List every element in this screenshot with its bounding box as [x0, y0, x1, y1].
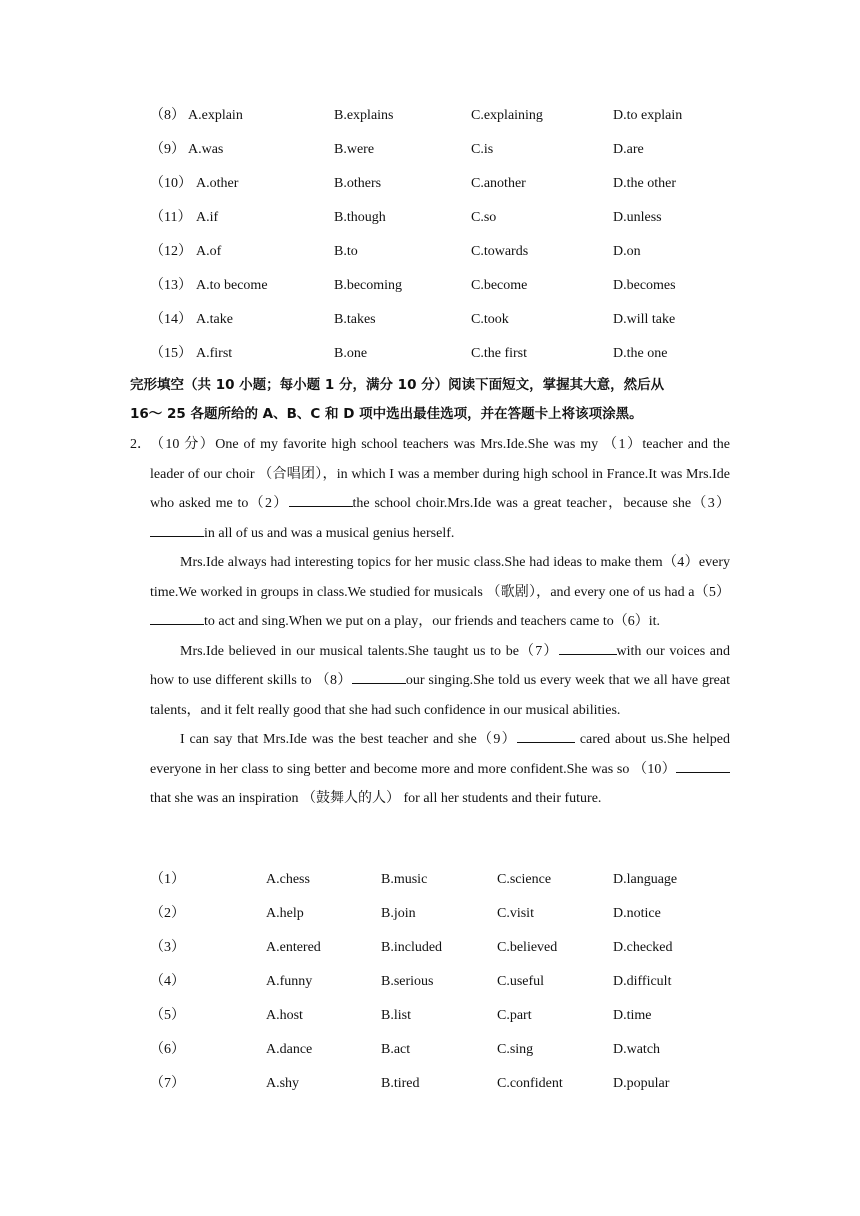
option-a: A.explain [188, 108, 243, 123]
option-row [150, 242, 750, 262]
option-c: C.towards [471, 244, 529, 259]
option-c: C.confident [497, 1076, 563, 1091]
answer-blank [559, 640, 617, 655]
option-row [150, 1006, 750, 1026]
question-number: （5） [150, 1008, 185, 1023]
option-d: D.popular [613, 1076, 670, 1091]
option-d: D.becomes [613, 278, 676, 293]
answer-blank [676, 758, 730, 773]
option-a: A.to become [196, 278, 268, 293]
option-d: D.to explain [613, 108, 683, 123]
passage-text: in all of us and was a musical genius herself. [204, 525, 455, 541]
option-a: A.take [196, 312, 233, 327]
option-row [150, 344, 750, 364]
passage-text: Mrs.Ide always had interesting topics for her music class.She had ideas to make them（4）every time.We worked in groups in class.We studied for musicals （歌剧），and every one of us had a（5） [150, 555, 730, 600]
question-number: （12） [150, 244, 192, 259]
passage-text: cared about us.She helped everyone in her class to sing better and become more and more confident.She was so （10） [150, 732, 730, 777]
option-c: C.become [471, 278, 528, 293]
option-row [150, 904, 750, 924]
option-b: B.music [381, 872, 428, 887]
passage-text: with our voices and how to use different skills to （8） [150, 643, 731, 688]
option-c: C.science [497, 872, 552, 887]
question-number: （9） [150, 142, 185, 157]
question-number: （2） [150, 906, 185, 921]
option-b: B.list [381, 1008, 411, 1023]
option-row [150, 1074, 750, 1094]
option-row [150, 1040, 750, 1060]
option-a: A.funny [266, 974, 313, 989]
passage-text: to act and sing.When we put on a play，our friends and teachers came to（6）it. [204, 614, 661, 629]
option-b: B.tired [381, 1076, 420, 1091]
option-b: B.to [334, 244, 358, 259]
answer-blank [150, 610, 204, 625]
question-number: （15） [150, 346, 192, 361]
option-b: B.though [334, 210, 386, 225]
option-c: C.took [471, 312, 509, 327]
option-row [150, 870, 750, 890]
question-number: （6） [150, 1042, 185, 1057]
option-a: A.first [196, 346, 233, 361]
option-row [150, 140, 750, 160]
option-d: D.the other [613, 176, 676, 191]
option-row [150, 208, 750, 228]
option-d: D.unless [613, 210, 662, 225]
option-b: B.becoming [334, 278, 403, 293]
option-row [150, 972, 750, 992]
question-number: （8） [150, 108, 185, 123]
passage-text: Mrs.Ide believed in our musical talents.She taught us to be（7） [180, 643, 559, 659]
option-c: C.sing [497, 1042, 534, 1057]
option-c: C.believed [497, 940, 558, 955]
answer-blank [352, 669, 406, 684]
option-d: D.difficult [613, 974, 672, 989]
option-b: B.were [334, 142, 375, 157]
question-number: （11） [150, 210, 192, 225]
section-heading-line-2: 16～ 25 各题所给的 A、B、C 和 D 项中选出最佳选项，并在答题卡上将该项涂黑。 [130, 406, 643, 422]
option-row [150, 938, 750, 958]
question-number: （4） [150, 974, 185, 989]
option-a: A.shy [266, 1076, 300, 1091]
passage-paragraph-2 [130, 548, 730, 637]
question-number: （3） [150, 940, 185, 955]
option-d: D.watch [613, 1042, 661, 1057]
passage-paragraph-1 [130, 430, 730, 548]
passage-text: （10 分）One of my favorite high school teachers was Mrs.Ide.She was my （1）teacher and the leader of our choir （合唱团），in which I was a member during high school in France.It was Mrs.Ide who asked me to（2） [150, 437, 730, 511]
option-c: C.visit [497, 906, 534, 921]
option-c: C.useful [497, 974, 545, 989]
passage-text: I can say that Mrs.Ide was the best teacher and she（9） [180, 732, 517, 747]
option-row [150, 310, 750, 330]
answer-blank [289, 492, 353, 507]
option-d: D.on [613, 244, 641, 259]
option-c: C.explaining [471, 108, 543, 123]
option-c: C.is [471, 142, 494, 157]
question-number: 2． [130, 437, 151, 452]
option-a: A.was [188, 142, 224, 157]
option-b: B.explains [334, 108, 394, 123]
option-b: B.takes [334, 312, 376, 327]
option-b: B.serious [381, 974, 434, 989]
answer-blank [150, 522, 204, 537]
question-number: （14） [150, 312, 192, 327]
option-a: A.chess [266, 872, 310, 887]
option-d: D.checked [613, 940, 673, 955]
option-b: B.act [381, 1042, 411, 1057]
section-heading [130, 371, 740, 429]
option-c: C.another [471, 176, 526, 191]
option-d: D.notice [613, 906, 661, 921]
option-d: D.will take [613, 312, 676, 327]
cloze-passage [130, 430, 730, 814]
option-row [150, 174, 750, 194]
option-d: D.language [613, 872, 678, 887]
option-d: D.the one [613, 346, 668, 361]
passage-text: that she was an inspiration （鼓舞人的人） for all her students and their future. [150, 791, 602, 806]
question-number: （7） [150, 1076, 185, 1091]
answer-blank [517, 728, 575, 743]
option-a: A.dance [266, 1042, 313, 1057]
option-row [150, 106, 750, 126]
option-a: A.host [266, 1008, 303, 1023]
option-b: B.join [381, 906, 416, 921]
question-number: （13） [150, 278, 192, 293]
option-c: C.so [471, 210, 497, 225]
section-heading-line-1: 完形填空（共 10 小题；每小题 1 分，满分 10 分）阅读下面短文，掌握其大意，然后从 [130, 377, 665, 393]
option-row [150, 276, 750, 296]
passage-paragraph-4 [130, 725, 730, 814]
question-number: （10） [150, 176, 192, 191]
option-a: A.other [196, 176, 239, 191]
passage-paragraph-3 [130, 637, 730, 726]
passage-text: our singing.She told us every week that we all have great talents，and it felt really good that she had such confidence in our musical abilities. [150, 673, 731, 718]
option-b: B.one [334, 346, 368, 361]
option-c: C.the first [471, 346, 527, 361]
option-a: A.of [196, 244, 222, 259]
option-a: A.help [266, 906, 304, 921]
option-c: C.part [497, 1008, 532, 1023]
passage-text: the school choir.Mrs.Ide was a great teacher，because she（3） [352, 496, 731, 511]
option-a: A.entered [266, 940, 321, 955]
option-b: B.included [381, 940, 443, 955]
option-b: B.others [334, 176, 382, 191]
option-d: D.are [613, 142, 644, 157]
option-d: D.time [613, 1008, 652, 1023]
question-number: （1） [150, 872, 185, 887]
option-a: A.if [196, 210, 219, 225]
